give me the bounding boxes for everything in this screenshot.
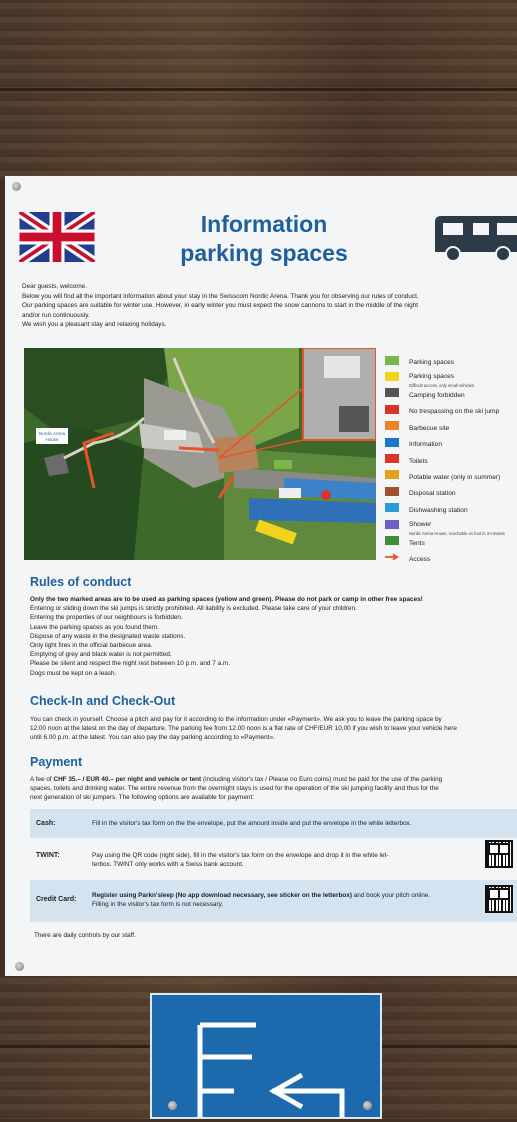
screw-icon <box>168 1101 177 1110</box>
legend-sublabel: Difficult access, only small vehicles <box>409 383 475 389</box>
option-text <box>92 851 464 869</box>
legend-label: Parking spaces <box>409 359 455 367</box>
camping-forbidden-icon <box>385 388 399 397</box>
information-sign <box>5 176 517 976</box>
potable-water-icon <box>385 470 399 479</box>
checkin-line: 12.00 noon at the latest on the day of departure. The parking fee from 12.00 noon is a flat rate of CHF/EUR 10.00 if you wish to leave your vehicle here <box>30 725 457 733</box>
payment-text <box>30 775 516 803</box>
page-title <box>155 210 373 268</box>
legend-label: Access <box>409 555 431 563</box>
legend-label: Information <box>409 441 442 449</box>
option-rest: and book your pitch online. <box>351 892 431 899</box>
legend-label: Parking spaces <box>409 373 455 381</box>
fee-rest: (including visitor's tax / Please no Euro coins) must be paid for the use of the parking <box>201 776 443 783</box>
screw-icon <box>363 1101 372 1110</box>
option-label: Credit Card: <box>36 896 77 903</box>
option-label: Cash: <box>36 820 56 827</box>
footer-note: There are daily controls by our staff. <box>34 932 136 939</box>
checkin-text <box>30 715 516 743</box>
uk-flag-icon <box>19 212 95 262</box>
legend-text-wrap <box>409 384 465 402</box>
map-legend <box>385 352 517 565</box>
fee-prefix: A fee of <box>30 776 54 783</box>
legend-item <box>385 418 517 434</box>
intro-line: Below you will find all the important information about your stay in the Swisscom Nordic Arena. Thank you for observing our rules of conduct. <box>22 292 419 300</box>
information-icon <box>385 438 399 447</box>
rule-item: Emptying of grey and black water is not permitted. <box>30 651 172 659</box>
legend-item <box>385 434 517 450</box>
legend-item <box>385 450 517 466</box>
intro-line: We wish you a pleasant stay and relaxing holidays. <box>22 321 167 328</box>
option-line: terbox. TWINT only works with a Swiss bank account. <box>92 861 244 869</box>
legend-text-wrap <box>409 548 430 566</box>
barbecue-icon <box>385 421 399 430</box>
no-trespassing-icon <box>385 405 399 414</box>
option-bold: Register using Parkn'sleep (No app download necessary, see sticker on the letterbox) <box>92 892 352 899</box>
legend-item <box>385 549 517 565</box>
checkin-line: You can check in yourself. Choose a pitch and pay for it according to the information under «Payment». We ask you to leave the parking space by <box>30 716 442 723</box>
payment-fee-line <box>30 775 516 784</box>
tents-icon <box>385 536 399 545</box>
rule-item: Only light fires in the official barbecue area. <box>30 642 153 650</box>
plank-seam <box>0 88 517 91</box>
rule-item: Entering the properties of our neighbours is forbidden. <box>30 614 183 622</box>
blue-direction-sign <box>150 993 382 1119</box>
legend-item <box>385 532 517 548</box>
intro-line: Dear guests, welcome. <box>22 283 87 290</box>
option-line: Filling in the visitor's tax form is not necessary. <box>92 901 224 909</box>
checkin-heading: Check-In and Check-Out <box>30 694 176 708</box>
rule-item: Entering or sliding down the ski jumps is strictly prohibited. All liability is excluded. Please take care of your children. <box>30 605 357 613</box>
shower-icon <box>385 520 399 529</box>
rule-item: Leave the parking spaces as you found them. <box>30 623 159 631</box>
legend-label: No trespassing on the ski jump <box>409 408 500 416</box>
intro-line: and/or run continuously. <box>22 311 90 319</box>
screw-icon <box>12 182 21 191</box>
parknsleep-qr-code[interactable] <box>485 885 513 913</box>
fee-amount: CHF 35.– / EUR 40.– per night and vehicle or tent <box>53 776 202 783</box>
payment-line: spaces, toilets and drinking water. The entire revenue from the overnight stays is used for the operation of the ski jumping facility and thus for the <box>30 785 439 793</box>
rules-heading: Rules of conduct <box>30 575 132 589</box>
option-label: TWINT: <box>36 852 60 859</box>
option-line <box>92 891 464 900</box>
dishwashing-icon <box>385 503 399 512</box>
legend-text-wrap <box>409 482 456 500</box>
payment-heading: Payment <box>30 755 83 769</box>
legend-label: Potable water (only in summer) <box>409 473 501 481</box>
legend-label: Disposal station <box>409 490 456 498</box>
option-text <box>92 891 464 909</box>
checkin-line: until 6.00 p.m. at the latest. You can also pay the day parking according to «Payment». <box>30 734 275 742</box>
option-line: Fill in the visitor's tax form on the the envelope, put the amount inside and put the envelope in the white letterbox. <box>92 820 412 827</box>
legend-item <box>385 467 517 483</box>
legend-text-wrap <box>409 466 500 484</box>
legend-item <box>385 401 517 417</box>
camper-van-icon <box>433 214 517 262</box>
legend-sublabel: Nordic Arena House, reachable on foot in 3 minutes <box>409 530 505 536</box>
rule-item: Please be silent and respect the night rest between 10 p.m. and 7 a.m. <box>30 660 231 668</box>
legend-item <box>385 483 517 499</box>
legend-text-wrap <box>409 433 442 451</box>
legend-item <box>385 385 517 401</box>
legend-text-wrap <box>409 417 449 435</box>
payment-line: next generation of ski jumpers. The following options are available for payment: <box>30 794 255 802</box>
payment-option-twint <box>30 838 517 878</box>
parking-green-icon <box>385 356 399 365</box>
legend-item <box>385 516 517 536</box>
payment-option-credit-card <box>30 880 517 922</box>
screw-icon <box>15 962 24 971</box>
map-label-line-1: Nordic Arena <box>38 431 66 436</box>
rules-lead: Only the two marked areas are to be used as parking spaces (yellow and green). Please do not park or camp in other free spaces! <box>30 596 423 603</box>
twint-qr-code[interactable] <box>485 840 513 868</box>
access-arrow-icon <box>385 552 399 561</box>
legend-label: Shower <box>409 520 432 528</box>
rule-item: Dogs must be kept on a leash. <box>30 669 117 677</box>
title-line-2: parking spaces <box>180 240 348 266</box>
intro-line: Our parking spaces are suitable for winter use. However, in early winter you must expect the snow cannons to start in the middle of the night <box>22 302 419 309</box>
rules-text <box>30 595 516 678</box>
legend-text-wrap <box>409 532 425 550</box>
legend-text-wrap <box>409 450 428 468</box>
legend-label: Tents <box>409 539 425 547</box>
legend-label: Barbecue site <box>409 424 450 432</box>
legend-label: Toilets <box>409 457 428 465</box>
payment-option-cash <box>30 809 517 838</box>
aerial-site-map <box>24 348 376 560</box>
disposal-icon <box>385 487 399 496</box>
option-line: Pay using the QR code (right side), fill in the visitor's tax form on the envelope and drop it in the white let- <box>92 852 389 859</box>
legend-item <box>385 368 517 389</box>
direction-arrow-icon <box>152 995 380 1117</box>
parking-yellow-icon <box>385 372 399 381</box>
option-text <box>92 819 464 828</box>
intro-text <box>22 282 514 330</box>
title-line-1: Information <box>200 211 328 237</box>
map-label-line-2: House <box>45 437 59 442</box>
legend-label: Camping forbidden <box>409 391 465 399</box>
legend-label: Dishwashing station <box>409 506 468 514</box>
toilets-icon <box>385 454 399 463</box>
rule-item: Dispose of any waste in the designated waste stations. <box>30 632 186 640</box>
legend-text-wrap <box>409 400 499 418</box>
